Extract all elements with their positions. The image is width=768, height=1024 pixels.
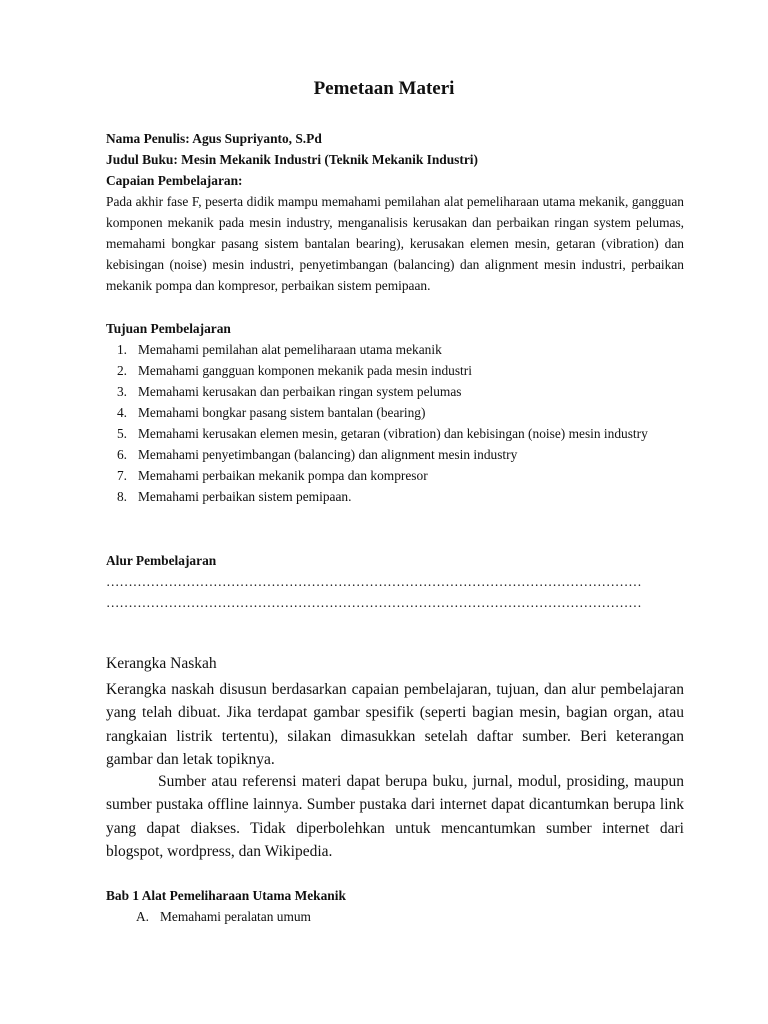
list-number: 7. <box>116 468 128 483</box>
outline-heading: Kerangka Naskah <box>106 655 217 672</box>
list-number: 2. <box>116 363 128 378</box>
list-number: 6. <box>116 447 128 462</box>
sources-paragraph: Sumber atau referensi materi dapat berupa buku, jurnal, modul, prosiding, maupun sumber pustaka offline lainnya. Sumber pustaka dari internet dapat dicantumkan berupa link yang dapat diakses. Tidak diperbolehkan untuk mencantumkan sumber internet dari blogspot, wordpress, dan Wikipedia. <box>106 773 684 861</box>
list-number: 4. <box>116 405 128 420</box>
learning-outcomes-heading: Capaian Pembelajaran: <box>106 173 243 188</box>
list-number: 1. <box>116 342 128 357</box>
list-text: Memahami gangguan komponen mekanik pada mesin industri <box>138 363 472 378</box>
book-title-line: Judul Buku: Mesin Mekanik Industri (Teknik Mekanik Industri) <box>106 152 478 167</box>
objectives-list <box>106 339 684 507</box>
dotted-line: ………………………………………………………………………………………………………… <box>106 574 642 589</box>
subitem-text: Memahami peralatan umum <box>160 909 311 924</box>
list-item <box>106 360 684 381</box>
document-title: Pemetaan Materi <box>313 78 455 99</box>
list-number: 5. <box>116 426 128 441</box>
objectives-heading: Tujuan Pembelajaran <box>106 321 231 336</box>
list-item <box>106 444 684 465</box>
outline-paragraph: Kerangka naskah disusun berdasarkan capaian pembelajaran, tujuan, dan alur pembelajaran yang telah dibuat. Jika terdapat gambar spesifik (seperti bagian mesin, bagian organ, atau rangkaian listrik tertentu), silakan dimasukkan setelah daftar sumber. Beri keterangan gambar dan letak topiknya. <box>106 681 684 769</box>
list-item <box>106 339 684 360</box>
flow-heading: Alur Pembelajaran <box>106 553 217 568</box>
list-item <box>106 381 684 402</box>
list-text: Memahami penyetimbangan (balancing) dan alignment mesin industry <box>138 447 518 462</box>
dotted-line: ………………………………………………………………………………………………………… <box>106 595 642 610</box>
list-number: 3. <box>116 384 128 399</box>
list-text: Memahami perbaikan mekanik pompa dan kompresor <box>138 468 428 483</box>
list-item <box>106 465 684 486</box>
subitem-letter: A. <box>136 909 150 924</box>
learning-outcomes-text: Pada akhir fase F, peserta didik mampu memahami pemilahan alat pemeliharaan utama mekanik, gangguan komponen mekanik pada mesin industry, menganalisis kerusakan dan perbaikan ringan system pelumas, memahami bongkar pasang sistem bantalan bearing), kerusakan elemen mesin, getaran (vibration) dan kebisingan (noise) mesin industri, penyetimbangan (balancing) dan alignment mesin industri, perbaikan mekanik pompa dan kompresor, perbaikan sistem pemipaan. <box>106 194 684 293</box>
document-meta <box>106 128 684 296</box>
list-text: Memahami kerusakan dan perbaikan ringan system pelumas <box>138 384 462 399</box>
list-item <box>106 402 684 423</box>
author-line: Nama Penulis: Agus Supriyanto, S.Pd <box>106 131 322 146</box>
chapter-heading: Bab 1 Alat Pemeliharaan Utama Mekanik <box>106 888 346 903</box>
list-number: 8. <box>116 489 128 504</box>
list-text: Memahami kerusakan elemen mesin, getaran (vibration) dan kebisingan (noise) mesin industry <box>138 426 648 441</box>
list-item <box>106 423 684 444</box>
list-text: Memahami perbaikan sistem pemipaan. <box>138 489 352 504</box>
list-item <box>106 486 684 507</box>
list-text: Memahami pemilahan alat pemeliharaan utama mekanik <box>138 342 442 357</box>
chapter-subitem <box>136 906 311 927</box>
list-text: Memahami bongkar pasang sistem bantalan (bearing) <box>138 405 426 420</box>
